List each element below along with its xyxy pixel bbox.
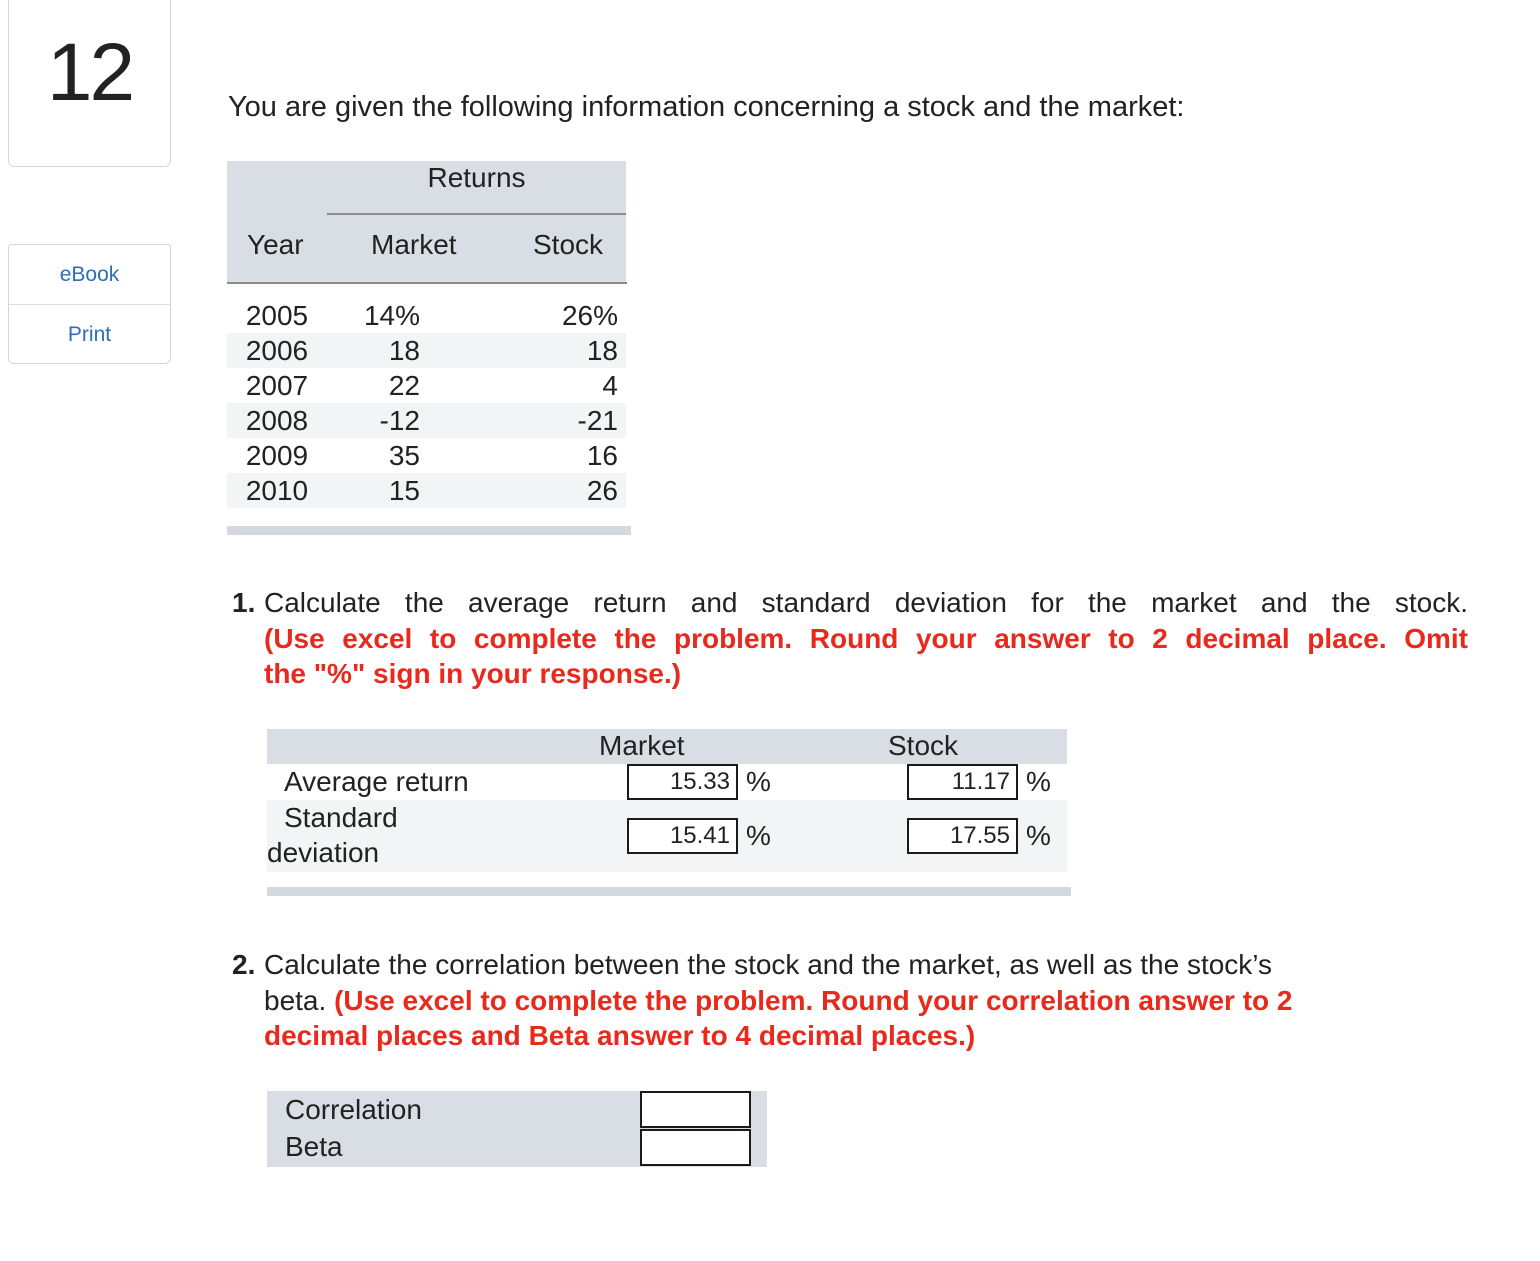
stock-return-cell: 26% bbox=[561, 300, 618, 331]
market-return-cell: -12 bbox=[379, 405, 420, 436]
year-cell: 2008 bbox=[245, 405, 309, 436]
ebook-link[interactable]: eBook bbox=[59, 263, 120, 286]
question-2-instruction-cont: decimal places and Beta answer to 4 decimal places.) bbox=[264, 1020, 976, 1051]
answer-table-1-header bbox=[267, 729, 1067, 764]
question-tools bbox=[8, 244, 171, 364]
answer-table-2 bbox=[267, 1091, 767, 1167]
beta-label: Beta bbox=[285, 1131, 343, 1162]
year-cell: 2007 bbox=[245, 370, 309, 401]
question-number-card bbox=[8, 0, 171, 167]
question-2-text: Calculate the correlation between the stock and the market, as well as the stock’s bbox=[264, 949, 1273, 980]
print-link[interactable]: Print bbox=[9, 304, 170, 364]
table-row bbox=[227, 473, 626, 508]
correlation-label: Correlation bbox=[285, 1094, 422, 1125]
avg-return-market-input[interactable]: 15.33 bbox=[627, 764, 738, 800]
question-1-instruction-cont: the "%" sign in your response.) bbox=[264, 658, 682, 689]
standard-deviation-label: Standard bbox=[284, 802, 398, 833]
std-dev-stock-input[interactable]: 17.55 bbox=[907, 818, 1018, 854]
stock-return-cell: 16 bbox=[586, 440, 618, 471]
percent-unit: % bbox=[746, 766, 771, 797]
table-row bbox=[227, 438, 626, 473]
table-row bbox=[227, 298, 626, 333]
market-return-cell: 35 bbox=[388, 440, 420, 471]
market-return-cell: 22 bbox=[388, 370, 420, 401]
market-column-header: Market bbox=[371, 229, 457, 260]
stock-column-header: Stock bbox=[888, 730, 959, 761]
std-dev-market-input[interactable]: 15.41 bbox=[627, 818, 738, 854]
percent-unit: % bbox=[746, 820, 771, 851]
returns-header-divider bbox=[327, 213, 626, 215]
question-1-number: 1. bbox=[232, 587, 256, 618]
market-column-header: Market bbox=[599, 730, 685, 761]
returns-table-header bbox=[227, 161, 626, 283]
question-intro: You are given the following information concerning a stock and the market: bbox=[228, 91, 1185, 123]
stock-return-cell: 4 bbox=[602, 370, 618, 401]
question-2-instruction: (Use excel to complete the problem. Round your correlation answer to 2 bbox=[334, 984, 1293, 1016]
answer-table-1-footer bbox=[267, 887, 1071, 896]
returns-group-header: Returns bbox=[427, 162, 526, 193]
market-return-cell: 14% bbox=[363, 300, 420, 331]
percent-unit: % bbox=[1026, 766, 1051, 797]
standard-deviation-label-cont: deviation bbox=[267, 837, 380, 868]
avg-return-stock-input[interactable]: 11.17 bbox=[907, 764, 1018, 800]
table-row bbox=[227, 368, 626, 403]
year-cell: 2009 bbox=[245, 440, 309, 471]
table-row bbox=[227, 403, 626, 438]
returns-header-bottom-rule bbox=[227, 282, 627, 284]
stock-return-cell: -21 bbox=[577, 405, 618, 436]
question-2-number: 2. bbox=[232, 949, 256, 980]
year-column-header: Year bbox=[247, 229, 304, 260]
stock-return-cell: 18 bbox=[586, 335, 618, 366]
question-1-text: Calculate the average return and standard deviation for the market and the stock. bbox=[264, 587, 1468, 618]
market-return-cell: 18 bbox=[388, 335, 420, 366]
percent-unit: % bbox=[1026, 820, 1051, 851]
stock-return-cell: 26 bbox=[586, 475, 618, 506]
question-2-text-cont: beta. bbox=[264, 984, 335, 1016]
table-row bbox=[227, 333, 626, 368]
returns-table-footer bbox=[227, 526, 631, 535]
year-cell: 2010 bbox=[245, 475, 309, 506]
stock-column-header: Stock bbox=[533, 229, 604, 260]
correlation-input[interactable] bbox=[640, 1091, 751, 1128]
market-return-cell: 15 bbox=[388, 475, 420, 506]
beta-input[interactable] bbox=[640, 1129, 751, 1166]
year-cell: 2005 bbox=[245, 300, 309, 331]
question-number: 12 bbox=[46, 27, 133, 118]
average-return-label: Average return bbox=[284, 766, 469, 797]
year-cell: 2006 bbox=[245, 335, 309, 366]
question-1-instruction: (Use excel to complete the problem. Round your answer to 2 decimal place. Omit bbox=[264, 622, 1468, 654]
